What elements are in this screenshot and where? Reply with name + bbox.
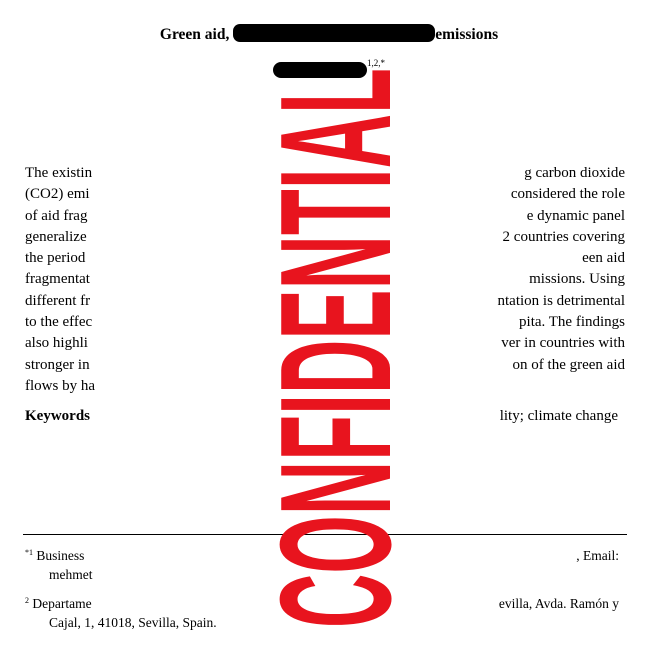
footnote-2-mark: 2 [25,596,29,605]
abstract-line-right: ver in countries with [501,335,625,352]
confidential-stamp [130,68,460,628]
abstract-line-left: to the effec [25,314,93,331]
abstract-line-right: ntation is detrimental [497,292,625,309]
paper-title [0,24,658,44]
abstract-line-left: of aid frag [25,207,88,224]
abstract-line-left: fragmentat [25,271,90,288]
title-right: emissions [435,26,499,43]
abstract-line-left: (CO2) emi [25,186,90,203]
footnote-1-left: Business [36,548,85,563]
abstract-line-left: different fr [25,292,91,309]
abstract-line-right: e dynamic panel [526,207,625,224]
footnote-1-right: , Email: [576,548,619,563]
abstract-line-left: The existin [25,165,93,181]
abstract-line-right: g carbon dioxide [524,165,625,181]
footnote-2-left: Departame [32,596,92,611]
abstract-line-left: generalize [25,228,87,245]
abstract-line-left: stronger in [25,356,90,373]
title-redaction [233,24,435,42]
author-affiliation-marks: 1,2,* [367,58,385,68]
footnote-2-continuation: Cajal, 1, 41018, Sevilla, Spain. [49,615,217,630]
confidential-stamp-graphic [130,68,460,628]
abstract-line-right: 2 countries covering [502,228,625,245]
abstract-line-right: pita. The findings [519,314,625,331]
confidential-stamp-text: CONFIDENTIAL [247,166,425,628]
keywords-label: Keywords [25,408,90,424]
abstract-line-right: considered the role [510,186,625,203]
footnote-1-mark: *1 [25,548,33,557]
keywords-text: lity; climate change [499,408,618,424]
abstract-line-left: also highli [25,335,88,352]
footnote-1-continuation: mehmet [49,567,93,582]
abstract-line-left: flows by ha [25,377,95,394]
abstract-line-right: een aid [582,250,625,267]
abstract-line-right: on of the green aid [512,356,625,373]
abstract-line-right: missions. Using [529,271,625,288]
abstract-line-left: the period [25,250,86,267]
footnote-2-right: evilla, Avda. Ramón y [498,596,619,611]
title-left: Green aid, [159,26,234,43]
